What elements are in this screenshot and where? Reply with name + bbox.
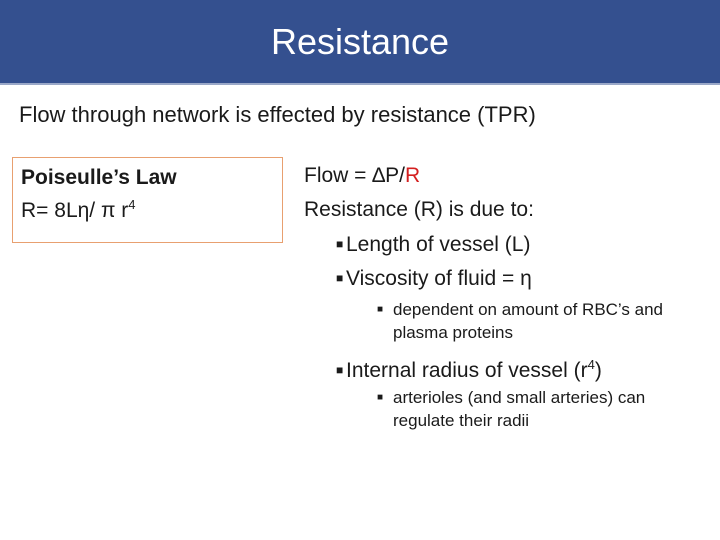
law-formula xyxy=(21,191,136,225)
bullet-viscosity xyxy=(336,263,532,294)
sub-bullet-viscosity xyxy=(377,298,693,344)
poiseuille-law-box xyxy=(12,157,283,243)
flow-equation-r: R xyxy=(404,164,421,187)
sub-bullet-viscosity-text: dependent on amount of RBC’s and plasma proteins xyxy=(393,300,663,342)
bullet-radius-text: Internal radius of vessel (r xyxy=(346,359,588,382)
bullet-radius-close: ) xyxy=(594,359,602,382)
square-bullet-icon: ■ xyxy=(377,304,384,315)
square-bullet-icon: ■ xyxy=(336,271,344,285)
sub-bullet-radius xyxy=(377,386,703,432)
bullet-length xyxy=(336,229,530,260)
law-formula-text: R= 8Lη/ π r xyxy=(21,199,129,222)
flow-equation xyxy=(304,161,420,191)
square-bullet-icon: ■ xyxy=(336,363,344,377)
square-bullet-icon: ■ xyxy=(336,237,344,251)
square-bullet-icon: ■ xyxy=(377,392,384,403)
resistance-heading: Resistance (R) is due to: xyxy=(304,198,534,221)
slide-subtitle: Flow through network is effected by resistance (TPR) xyxy=(19,102,536,127)
law-heading: Poiseulle’s Law xyxy=(21,166,177,189)
bullet-length-text: Length of vessel (L) xyxy=(346,233,531,256)
bullet-radius xyxy=(336,350,602,386)
bullet-radius-exponent: 4 xyxy=(587,357,595,372)
slide-title: Resistance xyxy=(270,21,450,62)
bullet-viscosity-text: Viscosity of fluid = η xyxy=(346,267,532,290)
flow-equation-text: Flow = ∆P/ xyxy=(304,164,405,187)
title-bar xyxy=(0,0,720,85)
law-formula-exponent: 4 xyxy=(128,197,136,212)
sub-bullet-radius-text: arterioles (and small arteries) can regulate their radii xyxy=(393,388,646,430)
